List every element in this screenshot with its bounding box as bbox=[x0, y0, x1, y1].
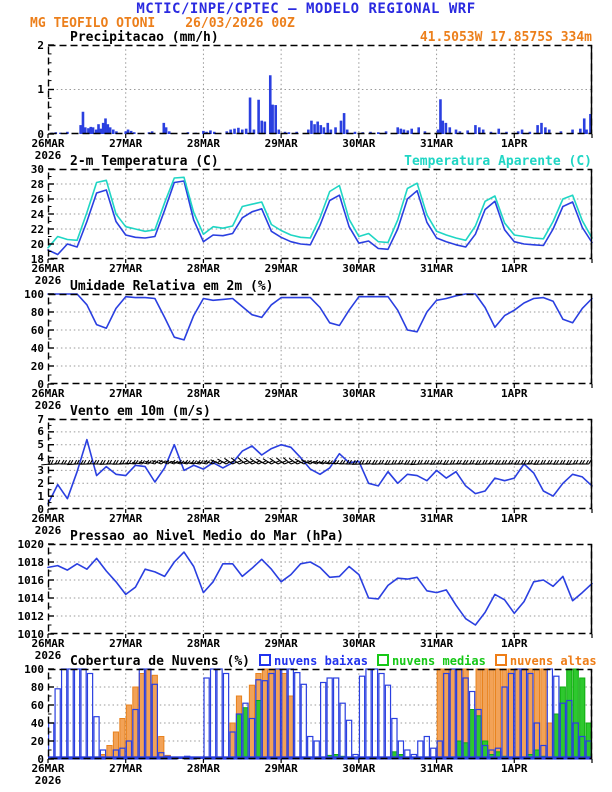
x-axis-year-label: 2026 bbox=[34, 148, 62, 162]
x-tick-label: 27MAR bbox=[109, 387, 143, 400]
panel-sea-level-pressure bbox=[0, 529, 612, 662]
cloud-low-bar bbox=[62, 669, 67, 759]
precip-bar bbox=[319, 125, 322, 134]
x-tick-label: 31MAR bbox=[420, 262, 454, 275]
x-tick-label: 29MAR bbox=[264, 137, 298, 150]
precip-bar bbox=[168, 131, 171, 134]
y-tick-label: 1016 bbox=[17, 573, 44, 587]
cloud-mid-bar bbox=[580, 678, 585, 759]
cloud-mid-bar bbox=[476, 716, 481, 759]
legend-item bbox=[259, 654, 368, 668]
x-tick-label: 31MAR bbox=[420, 637, 454, 650]
cloud-low-bar bbox=[327, 678, 332, 759]
precip-bar bbox=[439, 99, 442, 134]
x-tick-label: 29MAR bbox=[264, 762, 298, 775]
y-tick-label: 60 bbox=[30, 323, 44, 337]
x-tick-label: 26MAR bbox=[31, 387, 65, 400]
cloud-high-bar bbox=[437, 669, 442, 759]
model-title: MCTIC/INPE/CPTEC — MODELO REGIONAL WRF bbox=[136, 1, 476, 17]
x-tick-label: 30MAR bbox=[342, 262, 376, 275]
y-tick-label: 18 bbox=[30, 252, 44, 266]
cloud-high-bar bbox=[528, 669, 533, 759]
y-tick-label: 7 bbox=[37, 412, 44, 426]
x-tick-label: 31MAR bbox=[420, 387, 454, 400]
y-tick-label: 30 bbox=[30, 162, 44, 176]
x-tick-label: 27MAR bbox=[109, 262, 143, 275]
chart-canvas bbox=[48, 169, 594, 261]
y-tick-label: 6 bbox=[37, 425, 44, 439]
y-tick-label: 20 bbox=[30, 734, 44, 748]
cloud-high-bar bbox=[133, 687, 138, 759]
cloud-high-bar bbox=[146, 669, 151, 759]
legend-label: nuvens baixas bbox=[274, 654, 368, 668]
cloud-low-bar bbox=[87, 674, 92, 760]
x-tick-label: 1APR bbox=[501, 762, 528, 775]
cloud-mid-bar bbox=[573, 669, 578, 759]
x-tick-label: 29MAR bbox=[264, 512, 298, 525]
x-tick-label: 28MAR bbox=[186, 387, 220, 400]
panel-precipitation bbox=[0, 30, 612, 162]
precip-bar bbox=[288, 132, 291, 134]
chart-canvas bbox=[48, 669, 594, 761]
panel-wind bbox=[0, 404, 612, 537]
y-tick-label: 20 bbox=[30, 359, 44, 373]
panel-right-label: 41.5053W 17.8575S 334m bbox=[419, 30, 592, 45]
cloud-low-bar bbox=[418, 741, 423, 759]
y-tick-label: 1018 bbox=[17, 555, 44, 569]
cloud-high-bar bbox=[534, 669, 539, 759]
y-tick-label: 2 bbox=[37, 38, 44, 52]
x-tick-label: 1APR bbox=[501, 637, 528, 650]
cloud-high-bar bbox=[139, 674, 144, 760]
station-run-line bbox=[30, 16, 295, 31]
x-axis-year-label: 2026 bbox=[34, 648, 62, 662]
panel-relative-humidity bbox=[0, 279, 612, 412]
cloud-low-bar bbox=[81, 669, 86, 759]
cloud-high-bar bbox=[547, 723, 552, 759]
x-tick-label: 27MAR bbox=[109, 512, 143, 525]
cloud-low-bar bbox=[223, 674, 228, 760]
y-tick-label: 80 bbox=[30, 680, 44, 694]
cloud-mid-bar bbox=[243, 708, 248, 759]
x-tick-label: 28MAR bbox=[186, 512, 220, 525]
y-tick-label: 28 bbox=[30, 177, 44, 191]
precip-bar bbox=[354, 132, 357, 134]
cloud-high-bar bbox=[282, 674, 287, 760]
precip-bar bbox=[104, 118, 107, 134]
data-line bbox=[48, 440, 592, 504]
x-tick-label: 30MAR bbox=[342, 137, 376, 150]
legend-label: nuvens medias bbox=[391, 654, 486, 668]
cloud-high-bar bbox=[120, 719, 125, 760]
panel-title: 2-m Temperatura (C) bbox=[70, 154, 219, 169]
x-tick-label: 29MAR bbox=[264, 637, 298, 650]
cloud-high-bar bbox=[126, 705, 131, 759]
cloud-low-bar bbox=[217, 669, 222, 759]
x-tick-label: 26MAR bbox=[31, 637, 65, 650]
y-tick-label: 1012 bbox=[17, 609, 44, 623]
x-tick-label: 27MAR bbox=[109, 637, 143, 650]
x-tick-label: 30MAR bbox=[342, 637, 376, 650]
x-axis-year-label: 2026 bbox=[34, 273, 62, 287]
y-tick-label: 1 bbox=[37, 83, 44, 96]
y-tick-label: 1020 bbox=[17, 537, 44, 551]
legend-swatch-icon bbox=[377, 654, 389, 666]
precip-bar bbox=[316, 122, 319, 134]
legend-label: nuvens altas bbox=[509, 654, 597, 668]
cloud-low-bar bbox=[68, 669, 73, 759]
x-tick-label: 28MAR bbox=[186, 137, 220, 150]
cloud-low-bar bbox=[321, 683, 326, 760]
x-tick-label: 30MAR bbox=[342, 387, 376, 400]
precip-bar bbox=[377, 132, 380, 134]
cloud-low-bar bbox=[295, 673, 300, 759]
cloud-mid-bar bbox=[560, 687, 565, 759]
cloud-low-bar bbox=[359, 676, 364, 759]
precip-bar bbox=[583, 118, 586, 134]
legend-swatch-icon bbox=[495, 654, 507, 666]
x-axis-year-label: 2026 bbox=[34, 773, 62, 787]
precip-bar bbox=[269, 75, 272, 134]
cloud-low-bar bbox=[204, 678, 209, 759]
y-tick-label: 0 bbox=[37, 127, 44, 141]
cloud-mid-bar bbox=[236, 714, 241, 759]
chart-canvas bbox=[48, 294, 594, 386]
y-tick-label: 5 bbox=[37, 438, 44, 452]
precip-bar bbox=[249, 98, 252, 134]
precip-bar bbox=[497, 129, 500, 134]
precip-bar bbox=[233, 129, 236, 134]
precip-bar bbox=[343, 113, 346, 134]
y-tick-label: 3 bbox=[37, 463, 44, 477]
cloud-high-bar bbox=[489, 669, 494, 759]
x-tick-label: 31MAR bbox=[420, 512, 454, 525]
precip-bar bbox=[540, 123, 543, 134]
plot-frame bbox=[49, 545, 592, 634]
cloud-high-bar bbox=[262, 669, 267, 759]
x-tick-label: 1APR bbox=[501, 137, 528, 150]
data-line bbox=[48, 552, 592, 625]
legend-swatch-icon bbox=[259, 654, 271, 666]
precip-bar bbox=[102, 123, 105, 134]
cloud-high-bar bbox=[521, 669, 526, 759]
panel-title: Vento em 10m (m/s) bbox=[70, 404, 211, 419]
data-line bbox=[48, 294, 592, 340]
precip-bar bbox=[340, 121, 343, 134]
x-tick-label: 28MAR bbox=[186, 637, 220, 650]
panel-right-label: Temperatura Aparente (C) bbox=[404, 154, 592, 169]
cloud-high-bar bbox=[152, 675, 157, 759]
precip-bar bbox=[441, 121, 444, 134]
precip-bar bbox=[536, 125, 539, 134]
precip-bar bbox=[310, 121, 313, 134]
panel-title: Pressao ao Nivel Medio do Mar (hPa) bbox=[70, 529, 344, 544]
cloud-high-bar bbox=[288, 696, 293, 759]
cloud-low-bar bbox=[75, 669, 80, 759]
run-datetime: 26/03/2026 00Z bbox=[185, 16, 295, 31]
cloud-mid-bar bbox=[457, 741, 462, 759]
y-tick-label: 26 bbox=[30, 192, 44, 206]
precip-bar bbox=[82, 112, 85, 134]
panel-title: Umidade Relativa em 2m (%) bbox=[70, 279, 274, 294]
precip-bar bbox=[326, 123, 329, 134]
x-tick-label: 1APR bbox=[501, 512, 528, 525]
y-tick-label: 40 bbox=[30, 716, 44, 730]
precip-bar bbox=[445, 123, 448, 134]
panel-cloud-cover bbox=[0, 654, 612, 787]
cloud-low-bar bbox=[301, 684, 306, 759]
cloud-mid-bar bbox=[554, 714, 559, 759]
precip-bar bbox=[97, 124, 100, 134]
y-tick-label: 1 bbox=[37, 489, 44, 503]
cloud-mid-bar bbox=[256, 701, 261, 760]
cloud-low-bar bbox=[372, 669, 377, 759]
panel-title-row bbox=[70, 654, 597, 669]
panel-title: Cobertura de Nuvens (%) bbox=[70, 654, 251, 669]
y-tick-label: 0 bbox=[37, 502, 44, 516]
precip-bar bbox=[278, 130, 281, 134]
y-tick-label: 100 bbox=[24, 662, 44, 676]
cloud-high-bar bbox=[249, 685, 254, 759]
cloud-low-bar bbox=[366, 669, 371, 759]
cloud-low-bar bbox=[55, 689, 60, 759]
precip-bar bbox=[271, 105, 274, 134]
y-tick-label: 2 bbox=[37, 476, 44, 490]
x-tick-label: 1APR bbox=[501, 387, 528, 400]
cloud-high-bar bbox=[230, 723, 235, 759]
precip-bar bbox=[89, 127, 92, 134]
precip-bar bbox=[274, 105, 277, 134]
x-tick-label: 26MAR bbox=[31, 512, 65, 525]
cloud-mid-bar bbox=[567, 669, 572, 759]
x-tick-label: 30MAR bbox=[342, 512, 376, 525]
precip-bar bbox=[260, 121, 263, 134]
precip-bar bbox=[79, 125, 82, 134]
y-tick-label: 0 bbox=[37, 377, 44, 391]
y-tick-label: 1014 bbox=[17, 591, 44, 605]
x-tick-label: 29MAR bbox=[264, 387, 298, 400]
precip-bar bbox=[162, 123, 165, 134]
cloud-high-bar bbox=[515, 669, 520, 759]
precip-bar bbox=[585, 130, 588, 134]
cloud-high-bar bbox=[444, 669, 449, 759]
legend-item bbox=[377, 654, 486, 668]
cloud-high-bar bbox=[275, 669, 280, 759]
x-tick-label: 27MAR bbox=[109, 137, 143, 150]
precip-bar bbox=[264, 122, 267, 134]
chart-canvas bbox=[48, 544, 594, 636]
x-axis-year-label: 2026 bbox=[34, 398, 62, 412]
chart-canvas bbox=[48, 419, 594, 511]
cloud-high-bar bbox=[508, 669, 513, 759]
x-tick-label: 30MAR bbox=[342, 762, 376, 775]
precip-bar bbox=[474, 125, 477, 134]
precip-bar bbox=[245, 129, 248, 134]
cloud-high-bar bbox=[502, 669, 507, 759]
x-axis-year-label: 2026 bbox=[34, 523, 62, 537]
panel-temperature bbox=[0, 154, 612, 287]
y-tick-label: 20 bbox=[30, 237, 44, 251]
cloud-high-bar bbox=[269, 669, 274, 759]
cloud-high-bar bbox=[450, 669, 455, 759]
y-tick-label: 100 bbox=[24, 287, 44, 301]
x-tick-label: 29MAR bbox=[264, 262, 298, 275]
x-tick-label: 28MAR bbox=[186, 762, 220, 775]
cloud-low-bar bbox=[385, 685, 390, 759]
legend-item bbox=[495, 654, 597, 668]
x-tick-label: 31MAR bbox=[420, 137, 454, 150]
cloud-low-bar bbox=[334, 678, 339, 759]
y-tick-label: 4 bbox=[37, 451, 44, 465]
y-tick-label: 1010 bbox=[17, 627, 44, 641]
chart-canvas bbox=[48, 45, 594, 136]
y-tick-label: 0 bbox=[37, 752, 44, 766]
precip-bar bbox=[107, 124, 110, 134]
y-tick-label: 24 bbox=[30, 207, 44, 221]
precip-bar bbox=[313, 124, 316, 134]
x-tick-label: 27MAR bbox=[109, 762, 143, 775]
cloud-mid-bar bbox=[470, 710, 475, 760]
x-tick-label: 26MAR bbox=[31, 137, 65, 150]
cloud-low-bar bbox=[379, 674, 384, 760]
x-tick-label: 1APR bbox=[501, 262, 528, 275]
cloud-high-bar bbox=[495, 669, 500, 759]
panel-title: Precipitacao (mm/h) bbox=[70, 30, 219, 45]
cloud-low-bar bbox=[211, 669, 216, 759]
cloud-low-bar bbox=[424, 737, 429, 760]
x-tick-label: 26MAR bbox=[31, 262, 65, 275]
cloud-low-bar bbox=[308, 737, 313, 760]
precip-bar bbox=[112, 130, 115, 134]
cloud-low-bar bbox=[347, 720, 352, 759]
cloud-low-bar bbox=[314, 741, 319, 759]
x-tick-label: 28MAR bbox=[186, 262, 220, 275]
x-tick-label: 31MAR bbox=[420, 762, 454, 775]
precip-bar bbox=[257, 100, 260, 134]
y-tick-label: 60 bbox=[30, 698, 44, 712]
y-tick-label: 40 bbox=[30, 341, 44, 355]
x-tick-label: 26MAR bbox=[31, 762, 65, 775]
cloud-low-bar bbox=[340, 703, 345, 759]
y-tick-label: 80 bbox=[30, 305, 44, 319]
y-tick-label: 22 bbox=[30, 222, 44, 236]
cloud-mid-bar bbox=[483, 741, 488, 759]
station-name: MG TEOFILO OTONI bbox=[30, 16, 156, 31]
cloud-high-bar bbox=[113, 732, 118, 759]
cloud-high-bar bbox=[159, 737, 164, 760]
